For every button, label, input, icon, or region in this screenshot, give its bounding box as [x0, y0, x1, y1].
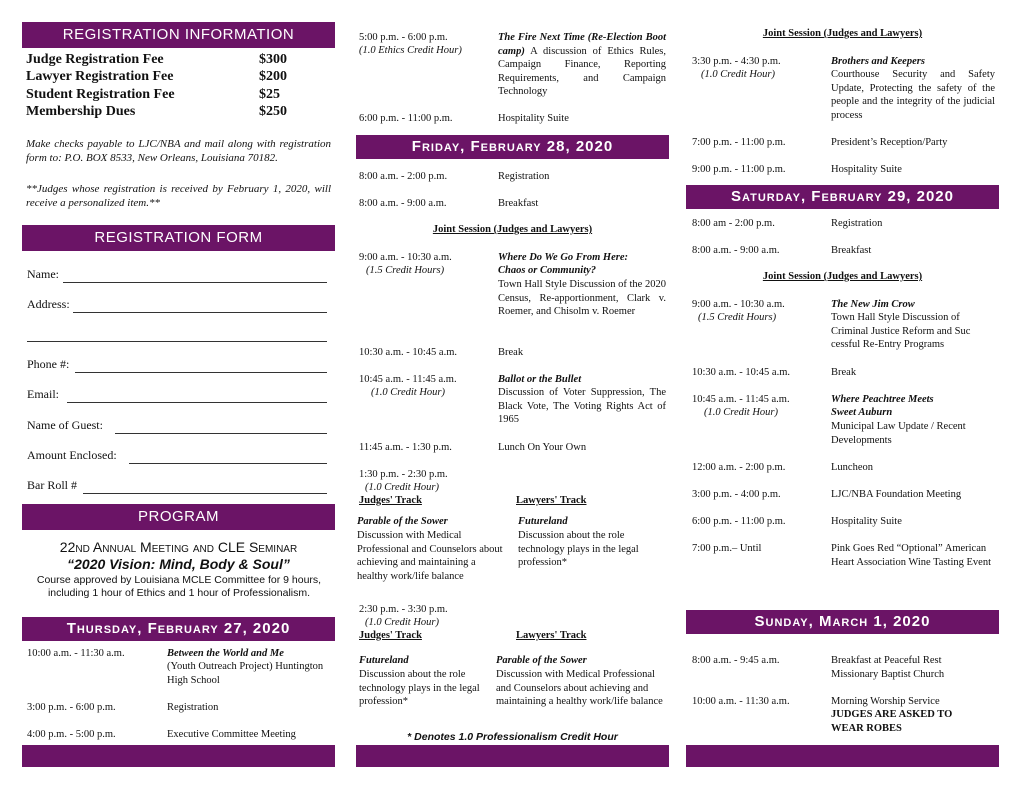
thu-time-3: 4:00 p.m. - 5:00 p.m. — [27, 729, 116, 740]
fee-label: Student Registration Fee — [26, 87, 175, 102]
slot1-parable-desc: Discussion with Medical Professional and Counselors about achieving and maintaining a healthy work/life balance — [357, 530, 503, 582]
jim-desc: Town Hall Style Discussion of Criminal Justice Reform and Suc cessful Re-Entry Programs — [831, 312, 971, 350]
course-note: Course approved by Louisiana MCLE Committee for 9 hours, including 1 hour of Ethics and 1 hour of Professionalism. — [36, 574, 322, 599]
sat-joint-label: Joint Session (Judges and Lawyers) — [762, 271, 923, 282]
ballot-credit: (1.0 Credit Hour) — [371, 387, 445, 398]
ballot-time: 10:45 a.m. - 11:45 a.m. — [359, 374, 457, 385]
slot2-time: 2:30 p.m. - 3:30 p.m. — [359, 604, 448, 615]
luncheon-time: 12:00 a.m. - 2:00 p.m. — [692, 462, 786, 473]
slot1-credit: (1.0 Credit Hour) — [365, 482, 439, 493]
phone-field[interactable] — [27, 357, 327, 373]
jim-title: The New Jim Crow — [831, 299, 915, 310]
sat-joint-session — [686, 271, 999, 282]
program-header: PROGRAM — [22, 504, 335, 530]
fire-time: 5:00 p.m. - 6:00 p.m. — [359, 32, 448, 43]
where-title-1: Where Do We Go From Here: — [498, 252, 628, 263]
email-field-label: Email: — [27, 387, 59, 401]
peachtree-desc: Municipal Law Update / Recent Developments — [831, 421, 966, 446]
worship-desc: Morning Worship Service — [831, 696, 940, 707]
guest-field-line[interactable] — [115, 433, 327, 434]
worship-note: JUDGES ARE ASKED TO WEAR ROBES — [831, 709, 953, 734]
hosp-time: 9:00 p.m. - 11:00 p.m. — [692, 164, 786, 175]
fee-row-lawyer — [26, 69, 296, 86]
sun-breakfast-time: 8:00 a.m. - 9:45 a.m. — [692, 655, 780, 666]
ballot-title: Ballot or the Bullet — [498, 374, 582, 385]
amount-field-line[interactable] — [129, 463, 327, 464]
address-field-line[interactable] — [73, 312, 327, 313]
phone-field-label: Phone #: — [27, 357, 70, 371]
slot2-parable-desc: Discussion with Medical Professional and Counselors about achieving and maintaining a healthy work/life balance — [496, 669, 663, 707]
registration-form-header: REGISTRATION FORM — [22, 225, 335, 251]
thu-joint-label: Joint Session (Judges and Lawyers) — [762, 28, 923, 39]
where-time: 9:00 a.m. - 10:30 a.m. — [359, 252, 452, 263]
lunch-desc: Lunch On Your Own — [498, 442, 587, 453]
fri-reg-time: 8:00 a.m. - 2:00 p.m. — [359, 171, 448, 182]
slot1-futureland-desc: Discussion about the role technology plays in the legal profession* — [518, 530, 639, 568]
friday-header: Friday, February 28, 2020 — [356, 135, 669, 159]
thu-joint-session — [686, 28, 999, 39]
fee-label: Membership Dues — [26, 104, 136, 119]
fire-desc: A discussion of Ethics Rules, Campaign Finance, Reporting Requirements, and Campaign Technology — [498, 45, 666, 97]
pink-desc: Pink Goes Red “Optional” American Heart Association Wine Tasting Event — [831, 543, 992, 568]
hospitality-time: 6:00 p.m. - 11:00 p.m. — [359, 113, 453, 124]
checks-note: Make checks payable to LJC/NBA and mail along with registration form to: P.O. BOX 8533, New Orleans, Louisiana 70182. — [26, 138, 331, 164]
bar-roll-field-line[interactable] — [83, 493, 327, 494]
slot2-futureland-title: Futureland — [359, 655, 409, 666]
address-field[interactable] — [27, 297, 327, 313]
slot2-credit: (1.0 Credit Hour) — [365, 617, 439, 628]
fri-breakfast-time: 8:00 a.m. - 9:00 a.m. — [359, 198, 447, 209]
peachtree-credit: (1.0 Credit Hour) — [704, 407, 778, 418]
slot2-lawyers-track: Lawyers' Track — [516, 630, 587, 641]
meeting-theme: “2020 Vision: Mind, Body & Soul” — [67, 556, 290, 572]
fee-amount: $250 — [259, 104, 287, 119]
thu-time-2: 3:00 p.m. - 6:00 p.m. — [27, 702, 116, 713]
bar-roll-field-label: Bar Roll # — [27, 478, 77, 492]
peachtree-title-2: Sweet Auburn — [831, 407, 893, 418]
brothers-time: 3:30 p.m. - 4:30 p.m. — [692, 56, 781, 67]
sat-break-desc: Break — [831, 367, 857, 378]
fee-label: Lawyer Registration Fee — [26, 69, 174, 84]
thu-desc-3: Executive Committee Meeting — [167, 729, 296, 740]
bar-roll-field[interactable] — [27, 478, 327, 494]
peachtree-title-1: Where Peachtree Meets — [831, 394, 934, 405]
fri-break-desc: Break — [498, 347, 524, 358]
slot1-time: 1:30 p.m. - 2:30 p.m. — [359, 469, 448, 480]
guest-field-label: Name of Guest: — [27, 418, 103, 432]
col2-footer-bar — [356, 745, 669, 767]
jim-time: 9:00 a.m. - 10:30 a.m. — [692, 299, 785, 310]
fire-event — [498, 31, 666, 99]
thu-title-1: Between the World and Me — [167, 648, 284, 659]
slot2-judges-track: Judges' Track — [359, 630, 422, 641]
sunday-header: Sunday, March 1, 2020 — [686, 610, 999, 634]
fri-joint-session — [356, 224, 669, 235]
guest-field[interactable] — [27, 418, 327, 434]
where-desc: Town Hall Style Discussion of the 2020 Census, Re-apportionment, Clark v. Roemer, and Chisolm v. Roemer — [498, 279, 666, 317]
foundation-time: 3:00 p.m. - 4:00 p.m. — [692, 489, 781, 500]
fire-credit: (1.0 Ethics Credit Hour) — [359, 45, 462, 56]
president-desc: President’s Reception/Party — [831, 137, 948, 148]
hosp2-desc: Hospitality Suite — [831, 516, 902, 527]
worship-time: 10:00 a.m. - 11:30 a.m. — [692, 696, 790, 707]
fee-row-student — [26, 87, 296, 104]
sun-breakfast-desc: Breakfast at Peaceful Rest Missionary Baptist Church — [831, 655, 945, 680]
fri-break-time: 10:30 a.m. - 10:45 a.m. — [359, 347, 457, 358]
saturday-header: Saturday, February 29, 2020 — [686, 185, 999, 209]
email-field[interactable] — [27, 387, 327, 403]
name-field-line[interactable] — [63, 282, 327, 283]
slot2-futureland-desc: Discussion about the role technology plays in the legal profession* — [359, 669, 480, 707]
jim-credit: (1.5 Credit Hours) — [698, 312, 777, 323]
fee-label: Judge Registration Fee — [26, 52, 164, 67]
where-credit: (1.5 Credit Hours) — [366, 265, 445, 276]
hospitality-desc: Hospitality Suite — [498, 113, 569, 124]
thursday-header: Thursday, February 27, 2020 — [22, 617, 335, 641]
hosp2-time: 6:00 p.m. - 11:00 p.m. — [692, 516, 786, 527]
email-field-line[interactable] — [67, 402, 327, 403]
slot2-parable-title: Parable of the Sower — [496, 655, 587, 666]
col3-footer-bar — [686, 745, 999, 767]
phone-field-line[interactable] — [75, 372, 327, 373]
col1-footer-bar — [22, 745, 335, 767]
thu-time-1: 10:00 a.m. - 11:30 a.m. — [27, 648, 125, 659]
sat-reg-time: 8:00 am - 2:00 p.m. — [692, 218, 775, 229]
sat-reg-desc: Registration — [831, 218, 883, 229]
fri-reg-desc: Registration — [498, 171, 550, 182]
brothers-title: Brothers and Keepers — [831, 56, 925, 67]
credit-footnote: * Denotes 1.0 Professionalism Credit Hour — [407, 731, 618, 743]
sat-breakfast-time: 8:00 a.m. - 9:00 a.m. — [692, 245, 780, 256]
fee-amount: $25 — [259, 87, 280, 102]
hosp-desc: Hospitality Suite — [831, 164, 902, 175]
peachtree-time: 10:45 a.m. - 11:45 a.m. — [692, 394, 790, 405]
name-field[interactable] — [27, 267, 327, 283]
fee-amount: $300 — [259, 52, 287, 67]
foundation-desc: LJC/NBA Foundation Meeting — [831, 489, 962, 500]
ballot-desc: Discussion of Voter Suppression, The Black Vote, The Voting Rights Act of 1965 — [498, 387, 666, 425]
brothers-desc: Courthouse Security and Safety Update, Protecting the safety of the people and the integrity of the judicial process — [831, 69, 995, 121]
judges-note: **Judges whose registration is received by February 1, 2020, will receive a personalized item.** — [26, 183, 331, 209]
slot1-parable-title: Parable of the Sower — [357, 516, 448, 527]
fee-row-judge — [26, 52, 296, 69]
lunch-time: 11:45 a.m. - 1:30 p.m. — [359, 442, 452, 453]
luncheon-desc: Luncheon — [831, 462, 873, 473]
sat-break-time: 10:30 a.m. - 10:45 a.m. — [692, 367, 790, 378]
fire-title: The Fire Next Time (Re-Election Boot camp) — [498, 32, 666, 57]
amount-field[interactable] — [27, 448, 327, 464]
pink-time: 7:00 p.m.– Until — [692, 543, 762, 554]
brothers-credit: (1.0 Credit Hour) — [701, 69, 775, 80]
fri-breakfast-desc: Breakfast — [498, 198, 539, 209]
sat-breakfast-desc: Breakfast — [831, 245, 872, 256]
slot1-judges-track: Judges' Track — [359, 495, 422, 506]
address-field-line-2[interactable] — [27, 341, 327, 342]
thu-desc-1: (Youth Outreach Project) Huntington High School — [167, 661, 324, 686]
address-field-label: Address: — [27, 297, 70, 311]
registration-info-header: REGISTRATION INFORMATION — [22, 22, 335, 48]
name-field-label: Name: — [27, 267, 59, 281]
where-title-2: Chaos or Community? — [498, 265, 597, 276]
fri-joint-label: Joint Session (Judges and Lawyers) — [432, 224, 593, 235]
president-time: 7:00 p.m. - 11:00 p.m. — [692, 137, 786, 148]
fee-row-membership — [26, 104, 296, 121]
fee-amount: $200 — [259, 69, 287, 84]
slot1-futureland-title: Futureland — [518, 516, 568, 527]
meeting-title: 22nd Annual Meeting and CLE Seminar — [59, 539, 298, 555]
slot1-lawyers-track: Lawyers' Track — [516, 495, 587, 506]
thu-desc-2: Registration — [167, 702, 219, 713]
amount-field-label: Amount Enclosed: — [27, 448, 117, 462]
